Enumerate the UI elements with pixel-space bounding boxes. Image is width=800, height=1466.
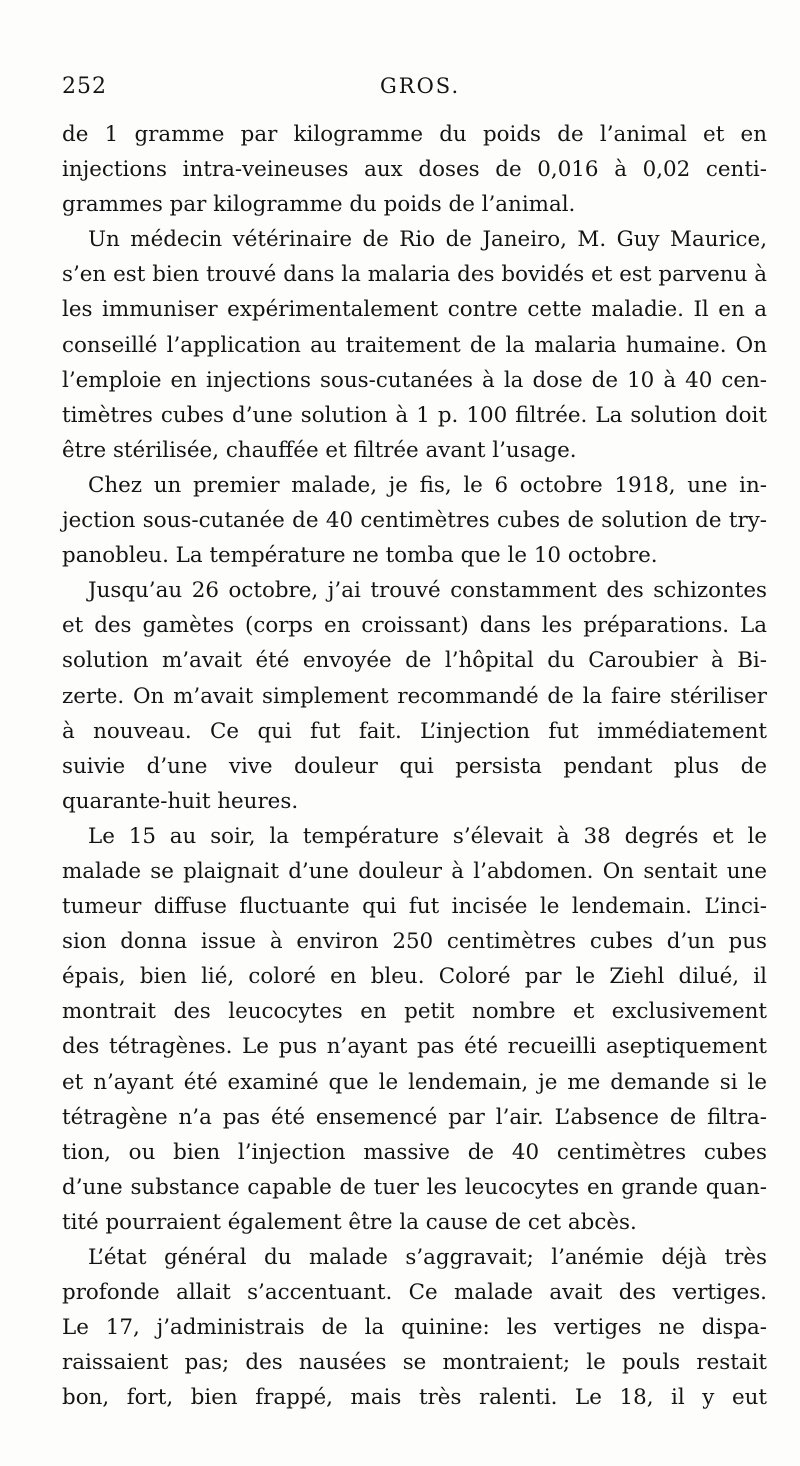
page-number: 252 <box>62 74 107 99</box>
text-line: épais, bien lié, coloré en bleu. Coloré par le Ziehl dilué, il <box>62 964 767 990</box>
text-line: l’emploie en injections sous-cutanées à la dose de 10 à 40 cen- <box>62 367 767 393</box>
text-line: sion donna issue à environ 250 centimètres cubes d’un pus <box>62 929 767 955</box>
text-line: Le 15 au soir, la température s’élevait à 38 degrés et le <box>88 823 767 849</box>
text-line: quarante-huit heures. <box>62 788 299 814</box>
text-line: Le 17, j’administrais de la quinine: les vertiges ne dispa- <box>62 1315 767 1341</box>
text-line: Jusqu’au 26 octobre, j’ai trouvé constamment des schizontes <box>88 578 767 604</box>
text-line: tumeur diffuse fluctuante qui fut incisée le lendemain. L’inci- <box>62 894 767 920</box>
body-text <box>62 117 767 1415</box>
running-head: GROS. <box>380 74 461 98</box>
page-header <box>62 74 762 114</box>
text-line: injections intra-veineuses aux doses de 0,016 à 0,02 centi- <box>62 157 767 183</box>
text-line: solution m’avait été envoyée de l’hôpital du Caroubier à Bi- <box>62 648 767 674</box>
text-line: profonde allait s’accentuant. Ce malade avait des vertiges. <box>62 1280 767 1306</box>
text-line: et des gamètes (corps en croissant) dans les préparations. La <box>62 613 767 639</box>
text-line: et n’ayant été examiné que le lendemain, je me demande si le <box>62 1069 767 1095</box>
text-line: bon, fort, bien frappé, mais très ralenti. Le 18, il y eut <box>62 1385 767 1411</box>
text-line: suivie d’une vive douleur qui persista pendant plus de <box>62 753 767 779</box>
text-line: panobleu. La température ne tomba que le 10 octobre. <box>62 543 658 569</box>
text-line: Chez un premier malade, je fis, le 6 octobre 1918, une in- <box>88 472 767 498</box>
text-line: tétragène n’a pas été ensemencé par l’air. L’absence de filtra- <box>62 1104 767 1130</box>
text-line: d’une substance capable de tuer les leucocytes en grande quan- <box>62 1174 767 1200</box>
text-line: être stérilisée, chauffée et filtrée avant l’usage. <box>62 437 577 463</box>
text-line: L’état général du malade s’aggravait; l’anémie déjà très <box>88 1245 767 1270</box>
text-line: Un médecin vétérinaire de Rio de Janeiro, M. Guy Maurice, <box>88 227 767 253</box>
text-line: les immuniser expérimentalement contre cette maladie. Il en a <box>62 297 767 323</box>
text-line: tité pourraient également être la cause de cet abcès. <box>62 1209 637 1235</box>
text-line: grammes par kilogramme du poids de l’animal. <box>62 192 576 218</box>
text-line: des tétragènes. Le pus n’ayant pas été recueilli aseptiquement <box>62 1034 767 1060</box>
text-line: raissaient pas; des nausées se montraient; le pouls restait <box>62 1350 767 1376</box>
text-line: tion, ou bien l’injection massive de 40 centimètres cubes <box>62 1139 767 1165</box>
text-line: à nouveau. Ce qui fut fait. L’injection fut immédiatement <box>62 718 767 744</box>
text-line: zerte. On m’avait simplement recommandé de la faire stériliser <box>62 683 767 709</box>
text-line: montrait des leucocytes en petit nombre et exclusivement <box>62 999 767 1025</box>
text-line: malade se plaignait d’une douleur à l’abdomen. On sentait une <box>62 858 767 884</box>
text-line: de 1 gramme par kilogramme du poids de l’animal et en <box>62 122 767 147</box>
text-line: timètres cubes d’une solution à 1 p. 100 filtrée. La solution doit <box>62 402 767 428</box>
text-line: s’en est bien trouvé dans la malaria des bovidés et est parvenu à <box>62 262 767 288</box>
text-line: conseillé l’application au traitement de la malaria humaine. On <box>62 332 767 358</box>
text-line: jection sous-cutanée de 40 centimètres cubes de solution de try- <box>62 508 767 534</box>
